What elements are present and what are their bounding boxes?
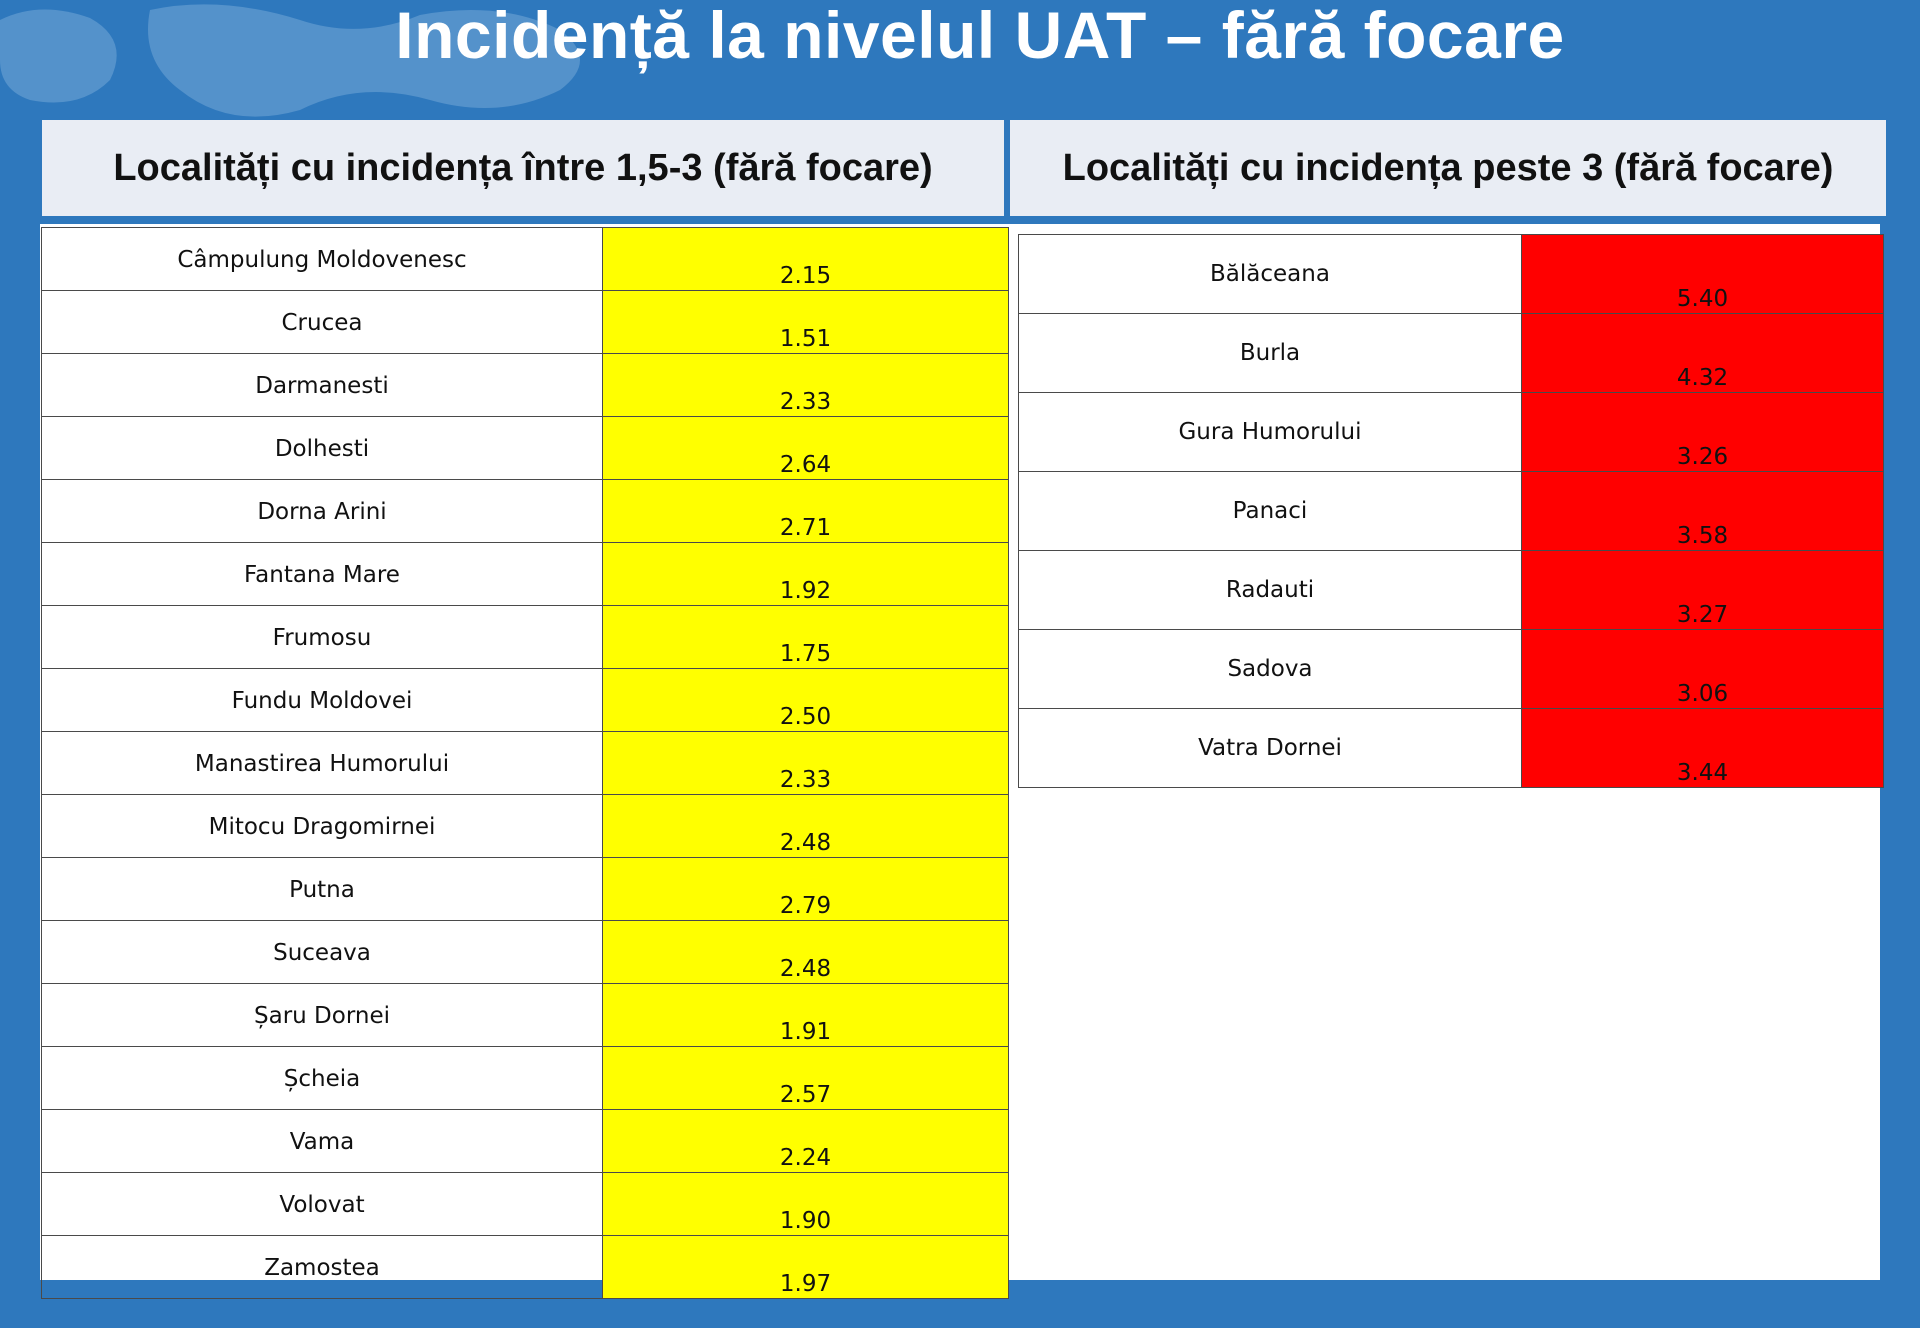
incidence-value: 3.06 [1522,630,1884,709]
table-row [42,606,1009,669]
table-row [42,732,1009,795]
table-row [42,291,1009,354]
locality-name: Suceava [42,921,603,984]
locality-name: Sadova [1019,630,1522,709]
incidence-value: 2.15 [603,228,1009,291]
table-row [1019,235,1884,314]
incidence-value: 3.44 [1522,709,1884,788]
incidence-value: 2.33 [603,732,1009,795]
locality-name: Dorna Arini [42,480,603,543]
left-incidence-table [41,227,1009,1299]
locality-name: Panaci [1019,472,1522,551]
right-incidence-table [1018,234,1884,788]
locality-name: Fantana Mare [42,543,603,606]
locality-name: Volovat [42,1173,603,1236]
page-title: Incidență la nivelul UAT – fără focare [395,0,1565,72]
table-row [42,1110,1009,1173]
locality-name: Gura Humorului [1019,393,1522,472]
incidence-value: 3.27 [1522,551,1884,630]
table-row [1019,630,1884,709]
table-row [42,1047,1009,1110]
table-row [42,543,1009,606]
incidence-value: 1.90 [603,1173,1009,1236]
locality-name: Șcheia [42,1047,603,1110]
right-table-header: Localități cu incidența peste 3 (fără focare) [1010,120,1886,216]
table-row [42,984,1009,1047]
table-row [1019,314,1884,393]
incidence-value: 1.97 [603,1236,1009,1299]
table-row [1019,551,1884,630]
locality-name: Mitocu Dragomirnei [42,795,603,858]
incidence-value: 2.48 [603,795,1009,858]
table-row [42,417,1009,480]
table-row [42,1236,1009,1299]
table-row [42,858,1009,921]
table-row [42,1173,1009,1236]
incidence-value: 2.64 [603,417,1009,480]
incidence-value: 2.50 [603,669,1009,732]
table-row [42,480,1009,543]
incidence-value: 3.58 [1522,472,1884,551]
left-table-header: Localități cu incidența între 1,5-3 (fără focare) [42,120,1004,216]
locality-name: Crucea [42,291,603,354]
table-row [42,354,1009,417]
incidence-value: 2.48 [603,921,1009,984]
locality-name: Radauti [1019,551,1522,630]
incidence-value: 2.24 [603,1110,1009,1173]
table-row [42,921,1009,984]
locality-name: Bălăceana [1019,235,1522,314]
locality-name: Burla [1019,314,1522,393]
locality-name: Frumosu [42,606,603,669]
incidence-value: 3.26 [1522,393,1884,472]
incidence-value: 2.57 [603,1047,1009,1110]
locality-name: Vatra Dornei [1019,709,1522,788]
incidence-value: 4.32 [1522,314,1884,393]
locality-name: Șaru Dornei [42,984,603,1047]
table-row [42,795,1009,858]
incidence-value: 5.40 [1522,235,1884,314]
incidence-value: 2.79 [603,858,1009,921]
locality-name: Zamostea [42,1236,603,1299]
incidence-value: 1.75 [603,606,1009,669]
locality-name: Câmpulung Moldovenesc [42,228,603,291]
table-row [42,228,1009,291]
table-row [1019,709,1884,788]
table-row [1019,393,1884,472]
locality-name: Putna [42,858,603,921]
locality-name: Darmanesti [42,354,603,417]
incidence-value: 1.91 [603,984,1009,1047]
locality-name: Manastirea Humorului [42,732,603,795]
incidence-value: 2.33 [603,354,1009,417]
incidence-value: 1.51 [603,291,1009,354]
locality-name: Vama [42,1110,603,1173]
table-row [1019,472,1884,551]
table-row [42,669,1009,732]
locality-name: Fundu Moldovei [42,669,603,732]
locality-name: Dolhesti [42,417,603,480]
incidence-value: 2.71 [603,480,1009,543]
incidence-value: 1.92 [603,543,1009,606]
